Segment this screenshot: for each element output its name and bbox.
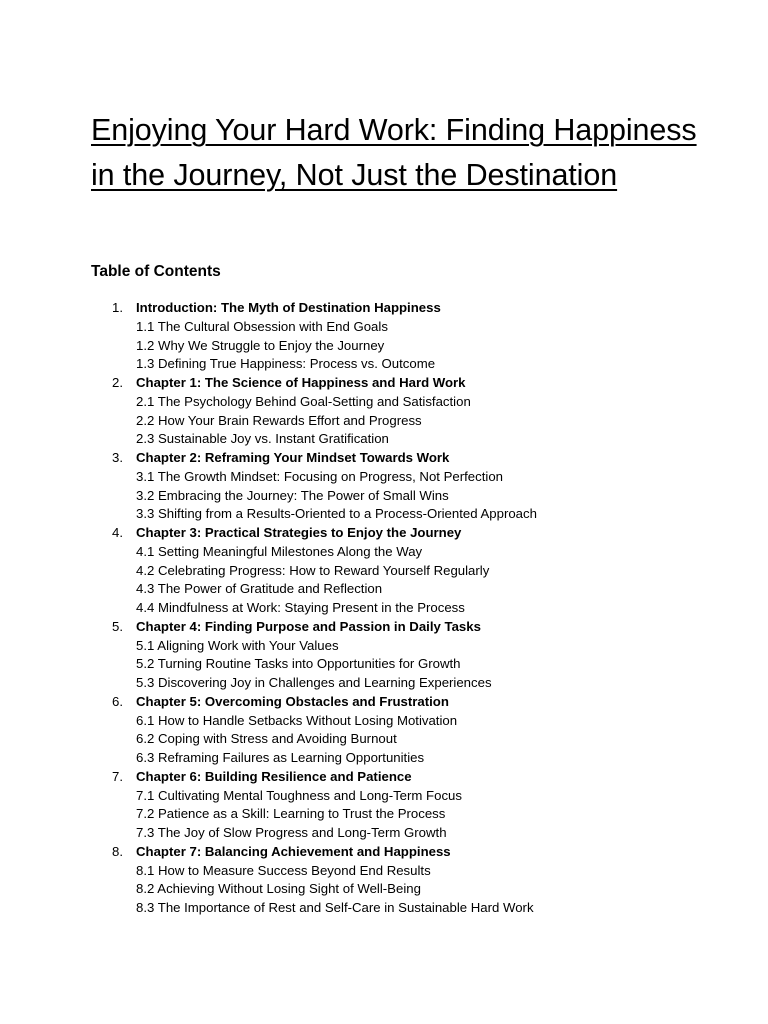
toc-chapter-title: Chapter 1: The Science of Happiness and Hard Work [136,375,466,390]
toc-chapter-title: Chapter 4: Finding Purpose and Passion in Daily Tasks [136,618,481,634]
document-title: Enjoying Your Hard Work: Finding Happiness in the Journey, Not Just the Destination [91,113,697,192]
toc-subsection: 7.2 Patience as a Skill: Learning to Trust the Process [136,806,446,822]
toc-chapter [0,299,768,374]
toc-subsection: 1.1 The Cultural Obsession with End Goals [136,318,388,334]
toc-subsection: 6.3 Reframing Failures as Learning Opportunities [136,750,425,765]
table-of-contents [0,299,768,918]
toc-chapter [0,693,768,768]
toc-subsection-line [0,468,768,487]
toc-subsection-line [0,730,768,749]
toc-chapter-title: Chapter 6: Building Resilience and Patience [136,768,412,784]
toc-chapter [0,374,768,449]
toc-subsection-line [0,543,768,562]
toc-subsection: 8.1 How to Measure Success Beyond End Results [136,862,431,878]
toc-chapter-title: Chapter 7: Balancing Achievement and Happiness [136,843,451,859]
toc-subsection-line [0,580,768,599]
toc-chapter-line [0,374,768,393]
toc-subsection-line [0,318,768,337]
toc-subsection: 8.2 Achieving Without Losing Sight of Well-Being [136,881,421,897]
toc-chapter-line [0,299,768,318]
toc-subsection: 6.2 Coping with Stress and Avoiding Burnout [136,731,397,747]
toc-subsection: 8.3 The Importance of Rest and Self-Care in Sustainable Hard Work [136,900,534,915]
toc-chapter-line [0,768,768,787]
toc-subsection: 6.1 How to Handle Setbacks Without Losing Motivation [136,712,458,728]
toc-chapter-number: 7. [112,768,123,784]
toc-subsection-line [0,412,768,431]
toc-subsection: 5.3 Discovering Joy in Challenges and Learning Experiences [136,675,492,690]
toc-chapter-number: 1. [112,300,123,315]
toc-subsection: 2.3 Sustainable Joy vs. Instant Gratification [136,431,389,447]
toc-subsection-line [0,899,768,918]
toc-subsection-line [0,393,768,412]
toc-chapter-title: Chapter 2: Reframing Your Mindset Towards Work [136,450,450,465]
toc-subsection-line [0,355,768,374]
toc-chapter-number: 6. [112,693,123,709]
toc-subsection-line [0,674,768,693]
toc-subsection-line [0,562,768,581]
toc-chapter-number: 4. [112,525,123,540]
toc-subsection: 7.3 The Joy of Slow Progress and Long-Term Growth [136,825,447,840]
toc-subsection: 3.2 Embracing the Journey: The Power of Small Wins [136,487,449,503]
toc-subsection-line [0,880,768,899]
toc-chapter-number: 8. [112,843,123,859]
toc-chapter [0,618,768,693]
toc-subsection: 4.4 Mindfulness at Work: Staying Present in the Process [136,600,465,615]
toc-subsection: 7.1 Cultivating Mental Toughness and Long-Term Focus [136,787,462,803]
toc-subsection: 3.3 Shifting from a Results-Oriented to a Process-Oriented Approach [136,506,537,522]
toc-subsection-line [0,337,768,356]
toc-subsection: 5.1 Aligning Work with Your Values [136,637,339,653]
toc-heading: Table of Contents [91,263,221,280]
toc-subsection-line [0,487,768,506]
toc-chapter-number: 5. [112,618,123,634]
toc-subsection: 2.1 The Psychology Behind Goal-Setting and Satisfaction [136,393,471,409]
toc-subsection-line [0,655,768,674]
toc-subsection-line [0,637,768,656]
toc-subsection-line [0,862,768,881]
toc-subsection-line [0,599,768,618]
toc-subsection-line [0,787,768,806]
toc-chapter-title: Introduction: The Myth of Destination Happiness [136,300,441,315]
toc-chapter-title: Chapter 5: Overcoming Obstacles and Frustration [136,693,449,709]
toc-subsection: 1.3 Defining True Happiness: Process vs. Outcome [136,356,436,372]
toc-subsection-line [0,805,768,824]
toc-subsection: 1.2 Why We Struggle to Enjoy the Journey [136,337,385,353]
toc-subsection: 4.1 Setting Meaningful Milestones Along the Way [136,543,423,559]
toc-subsection-line [0,505,768,524]
toc-chapter [0,524,768,618]
toc-chapter-title: Chapter 3: Practical Strategies to Enjoy the Journey [136,525,462,540]
toc-chapter [0,843,768,918]
toc-chapter [0,449,768,524]
toc-chapter-number: 3. [112,450,123,465]
toc-chapter-line [0,843,768,862]
toc-subsection: 3.1 The Growth Mindset: Focusing on Progress, Not Perfection [136,468,503,484]
toc-subsection: 4.3 The Power of Gratitude and Reflection [136,581,383,597]
toc-subsection-line [0,712,768,731]
toc-subsection: 2.2 How Your Brain Rewards Effort and Progress [136,412,422,428]
toc-chapter-line [0,449,768,468]
toc-chapter [0,768,768,843]
toc-subsection: 5.2 Turning Routine Tasks into Opportunities for Growth [136,656,461,672]
toc-subsection: 4.2 Celebrating Progress: How to Reward Yourself Regularly [136,562,490,578]
toc-subsection-line [0,430,768,449]
toc-subsection-line [0,749,768,768]
toc-chapter-number: 2. [112,375,123,390]
toc-subsection-line [0,824,768,843]
toc-chapter-line [0,524,768,543]
toc-chapter-line [0,618,768,637]
toc-chapter-line [0,693,768,712]
